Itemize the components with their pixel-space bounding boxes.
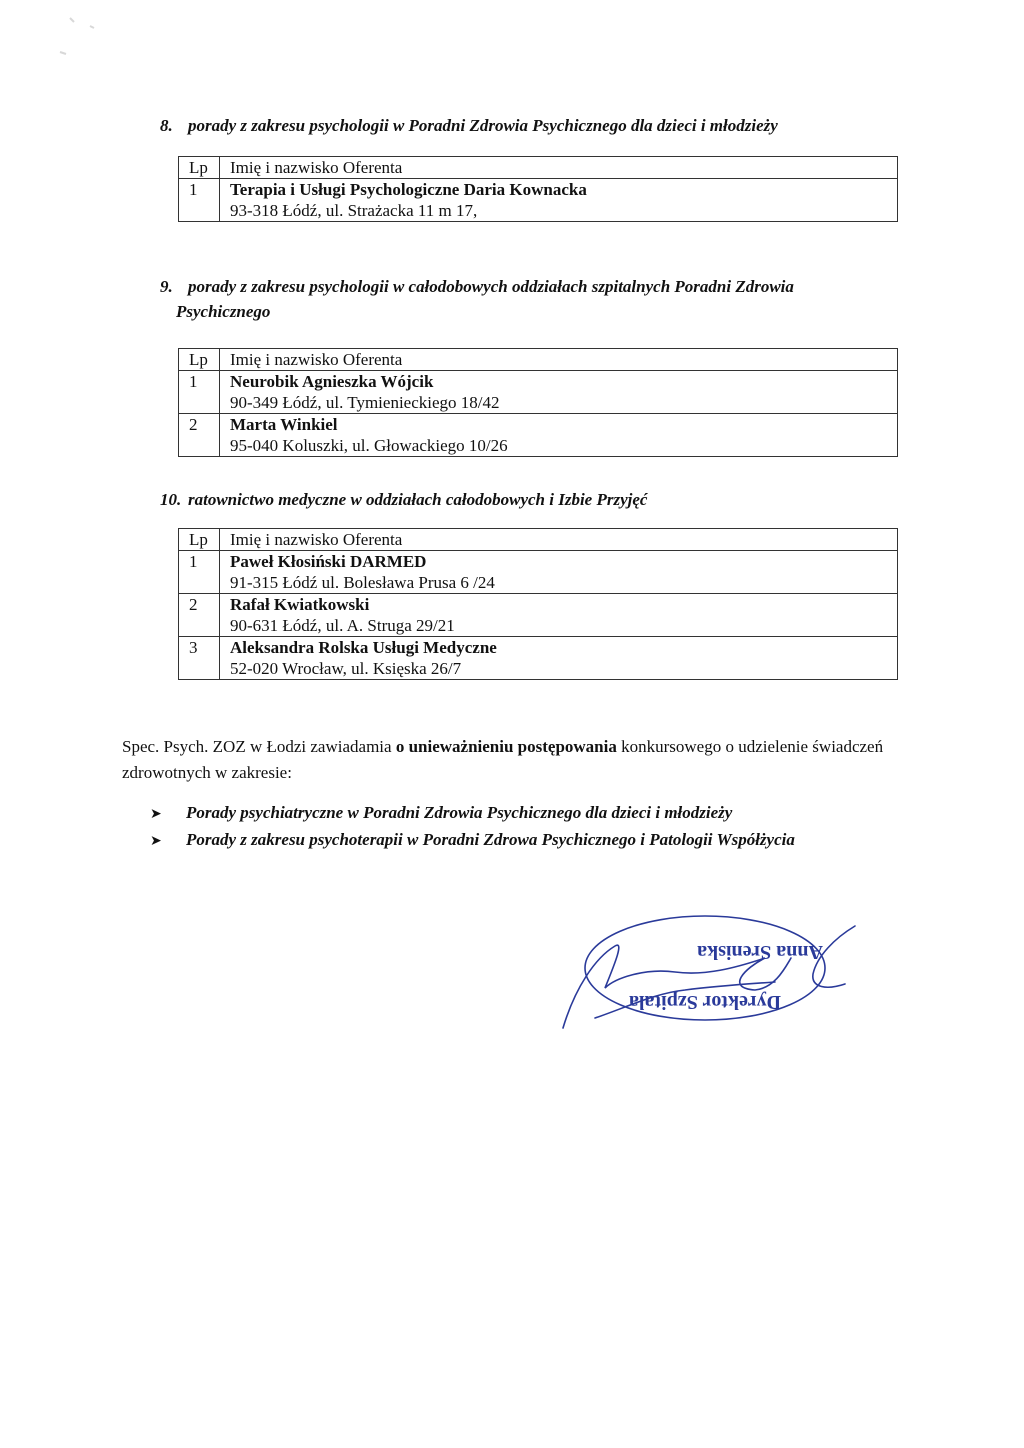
signature-stamp — [555, 898, 875, 1038]
row-lp: 2 — [179, 414, 220, 457]
offerors-table-9 — [178, 348, 898, 457]
offerors-table-10 — [178, 528, 898, 680]
table-header-row — [179, 529, 898, 551]
list-item — [150, 800, 910, 827]
arrow-bullet-icon: ➤ — [150, 833, 162, 849]
list-item — [150, 827, 910, 854]
header-name: Imię i nazwisko Oferenta — [220, 529, 898, 551]
section-title: ratownictwo medyczne w oddziałach całodobowych i Izbie Przyjęć — [188, 490, 648, 509]
row-lp: 3 — [179, 637, 220, 680]
table-row — [179, 637, 898, 680]
table-row — [179, 179, 898, 222]
header-name: Imię i nazwisko Oferenta — [220, 157, 898, 179]
offeror-name: Aleksandra Rolska Usługi Medyczne — [230, 638, 497, 657]
stamp-line-2: Dyrektor Szpitala — [628, 991, 782, 1013]
section-heading-9 — [160, 274, 920, 324]
row-offeror — [220, 179, 898, 222]
notice-text-bold: o unieważnieniu postępowania — [395, 737, 617, 756]
row-offeror — [220, 551, 898, 594]
table-row — [179, 371, 898, 414]
offeror-address: 93-318 Łódź, ul. Strażacka 11 m 17, — [230, 201, 478, 220]
section-number: 9. — [160, 277, 173, 296]
offeror-address: 90-349 Łódź, ul. Tymienieckiego 18/42 — [230, 393, 500, 412]
offeror-name: Marta Winkiel — [230, 415, 338, 434]
header-lp: Lp — [179, 529, 220, 551]
section-heading-8 — [160, 113, 920, 138]
section-title: porady z zakresu psychologii w całodobowych oddziałach szpitalnych Poradni Zdrowia — [188, 277, 794, 296]
offeror-address: 52-020 Wrocław, ul. Księska 26/7 — [230, 659, 462, 678]
offeror-name: Rafał Kwiatkowski — [230, 595, 370, 614]
offeror-name: Neurobik Agnieszka Wójcik — [230, 372, 434, 391]
table-header-row — [179, 349, 898, 371]
list-item-text: Porady z zakresu psychoterapii w Poradni Zdrowa Psychicznego i Patologii Współżycia — [186, 830, 795, 849]
invalidation-notice — [122, 734, 902, 786]
row-offeror — [220, 594, 898, 637]
table-row — [179, 594, 898, 637]
row-offeror — [220, 371, 898, 414]
offeror-name: Terapia i Usługi Psychologiczne Daria Kownacka — [230, 180, 587, 199]
stamp-line-1: Anna Sreniska — [697, 941, 823, 963]
table-row — [179, 414, 898, 457]
offeror-address: 91-315 Łódź ul. Bolesława Prusa 6 /24 — [230, 573, 495, 592]
row-lp: 2 — [179, 594, 220, 637]
section-number: 8. — [160, 116, 173, 135]
row-lp: 1 — [179, 179, 220, 222]
list-item-text: Porady psychiatryczne w Poradni Zdrowia Psychicznego dla dzieci i młodzieży — [186, 803, 733, 822]
table-row — [179, 551, 898, 594]
header-lp: Lp — [179, 157, 220, 179]
row-lp: 1 — [179, 371, 220, 414]
offeror-name: Paweł Kłosiński DARMED — [230, 552, 427, 571]
notice-text-end: konkursowego o udzielenie świadczeń zdrowotnych w zakresie: — [122, 737, 884, 782]
notice-text-start: Spec. Psych. ZOZ w Łodzi zawiadamia — [122, 737, 396, 756]
section-title: porady z zakresu psychologii w Poradni Zdrowia Psychicznego dla dzieci i młodzieży — [188, 116, 778, 135]
section-heading-10 — [160, 487, 920, 512]
scan-artifact — [30, 12, 190, 72]
header-lp: Lp — [179, 349, 220, 371]
section-number: 10. — [160, 490, 182, 509]
offerors-table-8 — [178, 156, 898, 222]
offeror-address: 95-040 Koluszki, ul. Głowackiego 10/26 — [230, 436, 508, 455]
row-offeror — [220, 637, 898, 680]
offeror-address: 90-631 Łódź, ul. A. Struga 29/21 — [230, 616, 455, 635]
table-header-row — [179, 157, 898, 179]
header-name: Imię i nazwisko Oferenta — [220, 349, 898, 371]
invalidated-scopes-list — [150, 800, 910, 854]
section-title-continued: Psychicznego — [176, 302, 271, 321]
row-lp: 1 — [179, 551, 220, 594]
arrow-bullet-icon: ➤ — [150, 806, 162, 822]
row-offeror — [220, 414, 898, 457]
